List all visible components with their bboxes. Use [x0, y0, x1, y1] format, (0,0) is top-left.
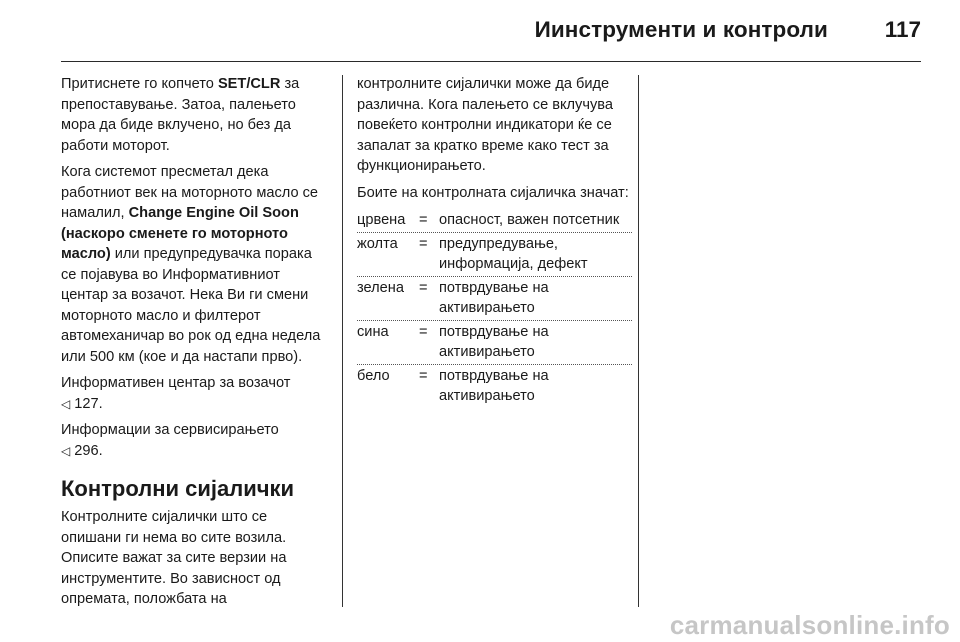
- paragraph-control-lights-intro: Контролните сијалички што се опишани ги нема во сите возила. Описите важат за сите верзии на инструментите. Во зависност од опремата, положбата на: [61, 509, 287, 607]
- table-row: [357, 233, 632, 277]
- watermark: carmanualsonline.info: [669, 610, 950, 640]
- color-meaning: потврдување на активирањето: [439, 367, 549, 404]
- color-meaning: предупредување, информација, дефект: [439, 235, 588, 272]
- color-name: црвена: [357, 212, 406, 228]
- equals-sign: =: [419, 367, 428, 384]
- color-name: бело: [357, 367, 390, 384]
- paragraph-set-clr: [61, 74, 331, 156]
- header-rule: [61, 61, 921, 62]
- paragraph-service-info-ref: [61, 420, 331, 461]
- table-row: [357, 277, 632, 321]
- column-divider-left: [342, 75, 343, 607]
- paragraph-text: Кога системот пресметал дека работниот век на моторното масло се намалил,: [61, 164, 319, 221]
- text-column-1: [61, 74, 331, 616]
- color-meaning: опасност, важен потсетник: [439, 212, 620, 228]
- equals-sign: =: [419, 279, 428, 296]
- column-divider-right: [638, 75, 639, 607]
- paragraph-driver-info-ref: [61, 373, 331, 414]
- page-number: 117: [884, 17, 921, 42]
- paragraph-text: или предупредувачка порака се појавува во Информативниот центар за возачот. Нека Ви ги смени моторното масло и филтерот автомеханичар во рок од една недела или 500 км (кое и да настапи прво).: [61, 246, 321, 365]
- paragraph-oil-warning: [61, 162, 331, 367]
- paragraph-text: Притиснете го копчето: [61, 76, 218, 92]
- equals-sign: =: [419, 235, 428, 252]
- color-meaning: потврдување на активирањето: [439, 323, 549, 360]
- paragraph-control-lights-test: контролните сијалички може да биде различна. Кога палењето се вклучува повеќето контролни индикатори ќе се запалат за кратко време како тест за функционирањето.: [357, 76, 613, 174]
- color-meaning: потврдување на активирањето: [439, 279, 549, 316]
- color-name: жолта: [357, 235, 398, 252]
- paragraph-colors-meaning: Боите на контролната сијаличка значат:: [357, 184, 629, 201]
- table-row: [357, 365, 632, 408]
- equals-sign: =: [419, 323, 428, 340]
- page-reference-link[interactable]: 127.: [74, 395, 103, 412]
- bold-label-set-clr: SET/CLR: [217, 76, 281, 92]
- equals-sign: =: [419, 212, 428, 228]
- table-row: [357, 321, 632, 365]
- paragraph-text: за препоставување. Затоа, палењето мора да биде вклучено, но без да работи моторот.: [61, 76, 300, 154]
- cross-reference-arrow-icon: ◁: [61, 396, 71, 411]
- cross-reference-arrow-icon: ◁: [61, 443, 71, 458]
- bold-message-change-oil: Change Engine Oil Soon (наскоро сменете го моторното масло): [61, 205, 299, 262]
- page-header-title: Иинструменти и контроли: [534, 17, 828, 42]
- paragraph-text: Информативен центар за возачот: [61, 375, 291, 391]
- paragraph-text: Информации за сервисирањето: [61, 422, 279, 438]
- color-meaning-table: [357, 209, 632, 408]
- page-reference-link[interactable]: 296.: [74, 442, 103, 459]
- color-name: сина: [357, 323, 389, 340]
- table-row: [357, 209, 632, 233]
- color-name: зелена: [357, 279, 404, 296]
- section-heading: Контролни сијалички: [61, 476, 295, 501]
- text-column-2: [357, 74, 632, 408]
